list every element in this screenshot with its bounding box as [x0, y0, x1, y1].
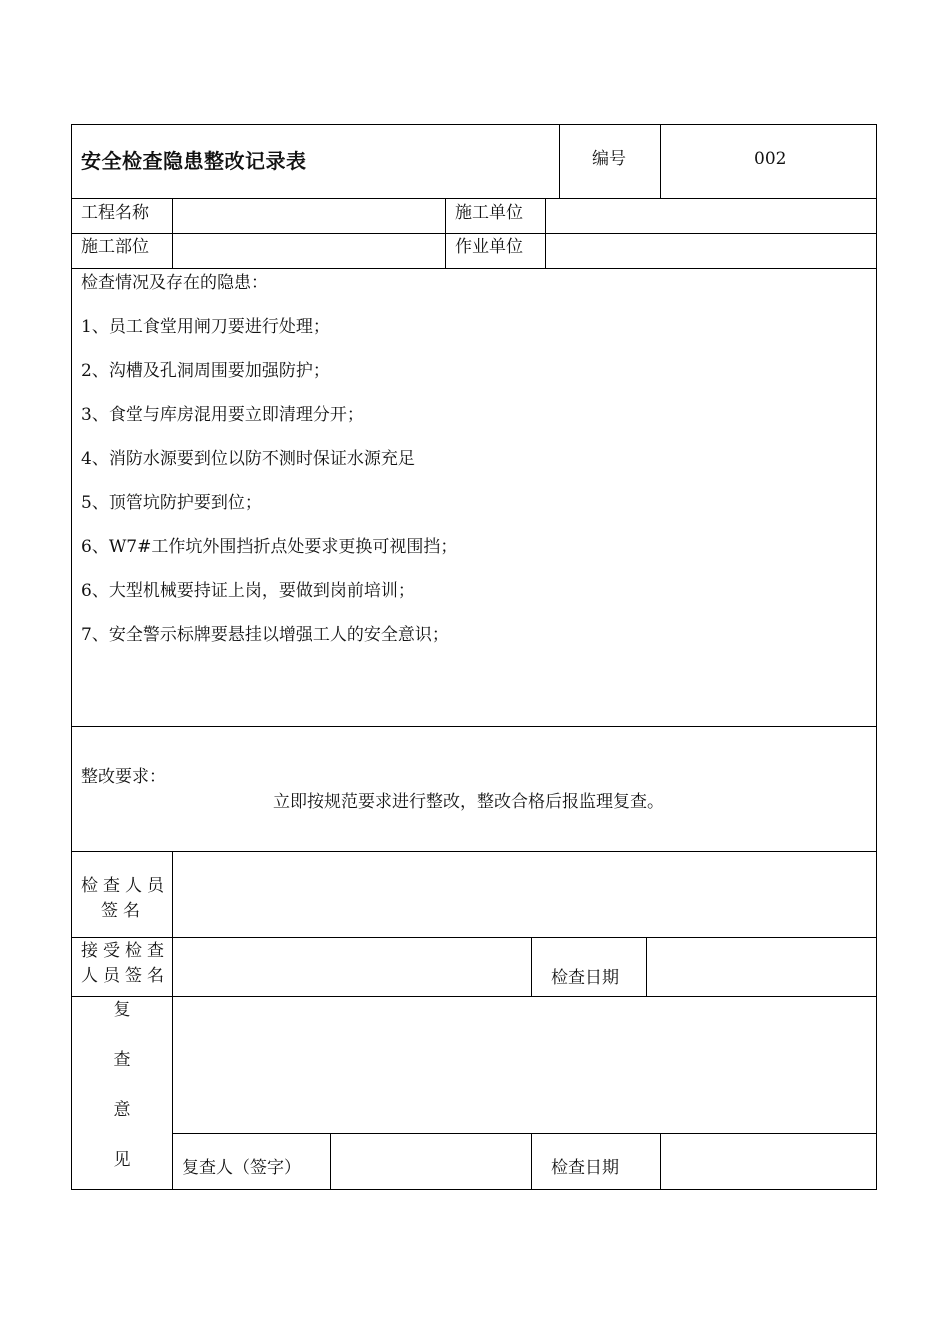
review-label-char: 意 — [113, 1100, 131, 1120]
construction-unit-label: 施工单位 — [455, 203, 523, 223]
project-name-field[interactable] — [182, 203, 437, 225]
rectification-content: 立即按规范要求进行整改，整改合格后报监理复查。 — [273, 792, 664, 812]
construction-part-field[interactable] — [182, 237, 437, 259]
review-label-char: 复 — [113, 1000, 131, 1020]
inspection-date-field[interactable] — [656, 945, 867, 990]
rule-reviewer-top — [172, 1133, 877, 1134]
rule-inspection-bottom — [71, 726, 877, 727]
rule-receiver-v2 — [531, 937, 532, 996]
project-name-label: 工程名称 — [81, 203, 149, 223]
rule-reviewer-v4 — [660, 1133, 661, 1190]
list-item: 6、大型机械要持证上岗，要做到岗前培训； — [81, 581, 415, 601]
receiver-label-line2: 人员签名 — [81, 966, 169, 986]
number-value[interactable]: 002 — [754, 149, 787, 169]
list-item: 7、安全警示标牌要悬挂以增强工人的安全意识； — [81, 625, 449, 645]
rule-rectification-bottom — [71, 851, 877, 852]
reviewer-label: 复查人（签字） — [182, 1158, 301, 1178]
receiver-label-line1: 接受检查 — [81, 941, 169, 961]
rule-info-v3 — [545, 198, 546, 268]
form-title: 安全检查隐患整改记录表 — [81, 149, 307, 173]
rule-info-row2 — [71, 268, 877, 269]
rule-sign-v1 — [172, 851, 173, 1190]
rule-reviewer-v3 — [531, 1133, 532, 1190]
review-date-label: 检查日期 — [551, 1158, 619, 1178]
review-date-field[interactable] — [670, 1140, 867, 1184]
list-item: 5、顶管坑防护要到位； — [81, 493, 262, 513]
review-label-char: 见 — [113, 1150, 131, 1170]
rule-info-row1 — [71, 233, 877, 234]
work-unit-field[interactable] — [555, 237, 867, 259]
review-label-char: 查 — [113, 1050, 131, 1070]
inspection-heading: 检查情况及存在的隐患： — [81, 273, 268, 293]
construction-unit-field[interactable] — [555, 203, 867, 225]
construction-part-label: 施工部位 — [81, 237, 149, 257]
inspector-label-line1: 检查人员 — [81, 876, 169, 896]
review-opinion-field[interactable] — [182, 1004, 867, 1128]
receiver-signature-field[interactable] — [182, 945, 522, 990]
list-item: 3、食堂与库房混用要立即清理分开； — [81, 405, 364, 425]
rectification-label: 整改要求： — [81, 767, 166, 787]
rule-header-v2 — [660, 124, 661, 198]
list-item: 6、W7#工作坑外围挡折点处要求更换可视围挡； — [81, 537, 458, 557]
list-item: 2、沟槽及孔洞周围要加强防护； — [81, 361, 330, 381]
inspector-label-line2: 签名 — [101, 901, 145, 921]
rule-header-bottom — [71, 198, 877, 199]
reviewer-signature-field[interactable] — [340, 1140, 522, 1184]
rule-inspector-bottom — [71, 937, 877, 938]
rule-info-v1 — [172, 198, 173, 268]
rule-reviewer-v2 — [330, 1133, 331, 1190]
rule-receiver-bottom — [71, 996, 877, 997]
work-unit-label: 作业单位 — [455, 237, 523, 257]
list-item: 4、消防水源要到位以防不测时保证水源充足 — [81, 449, 415, 469]
rule-info-v2 — [445, 198, 446, 268]
rule-header-v1 — [559, 124, 560, 198]
list-item: 1、员工食堂用闸刀要进行处理； — [81, 317, 330, 337]
inspection-date-label: 检查日期 — [551, 968, 619, 988]
inspector-signature-field[interactable] — [182, 860, 867, 930]
number-label: 编号 — [592, 149, 626, 169]
rule-receiver-v3 — [646, 937, 647, 996]
